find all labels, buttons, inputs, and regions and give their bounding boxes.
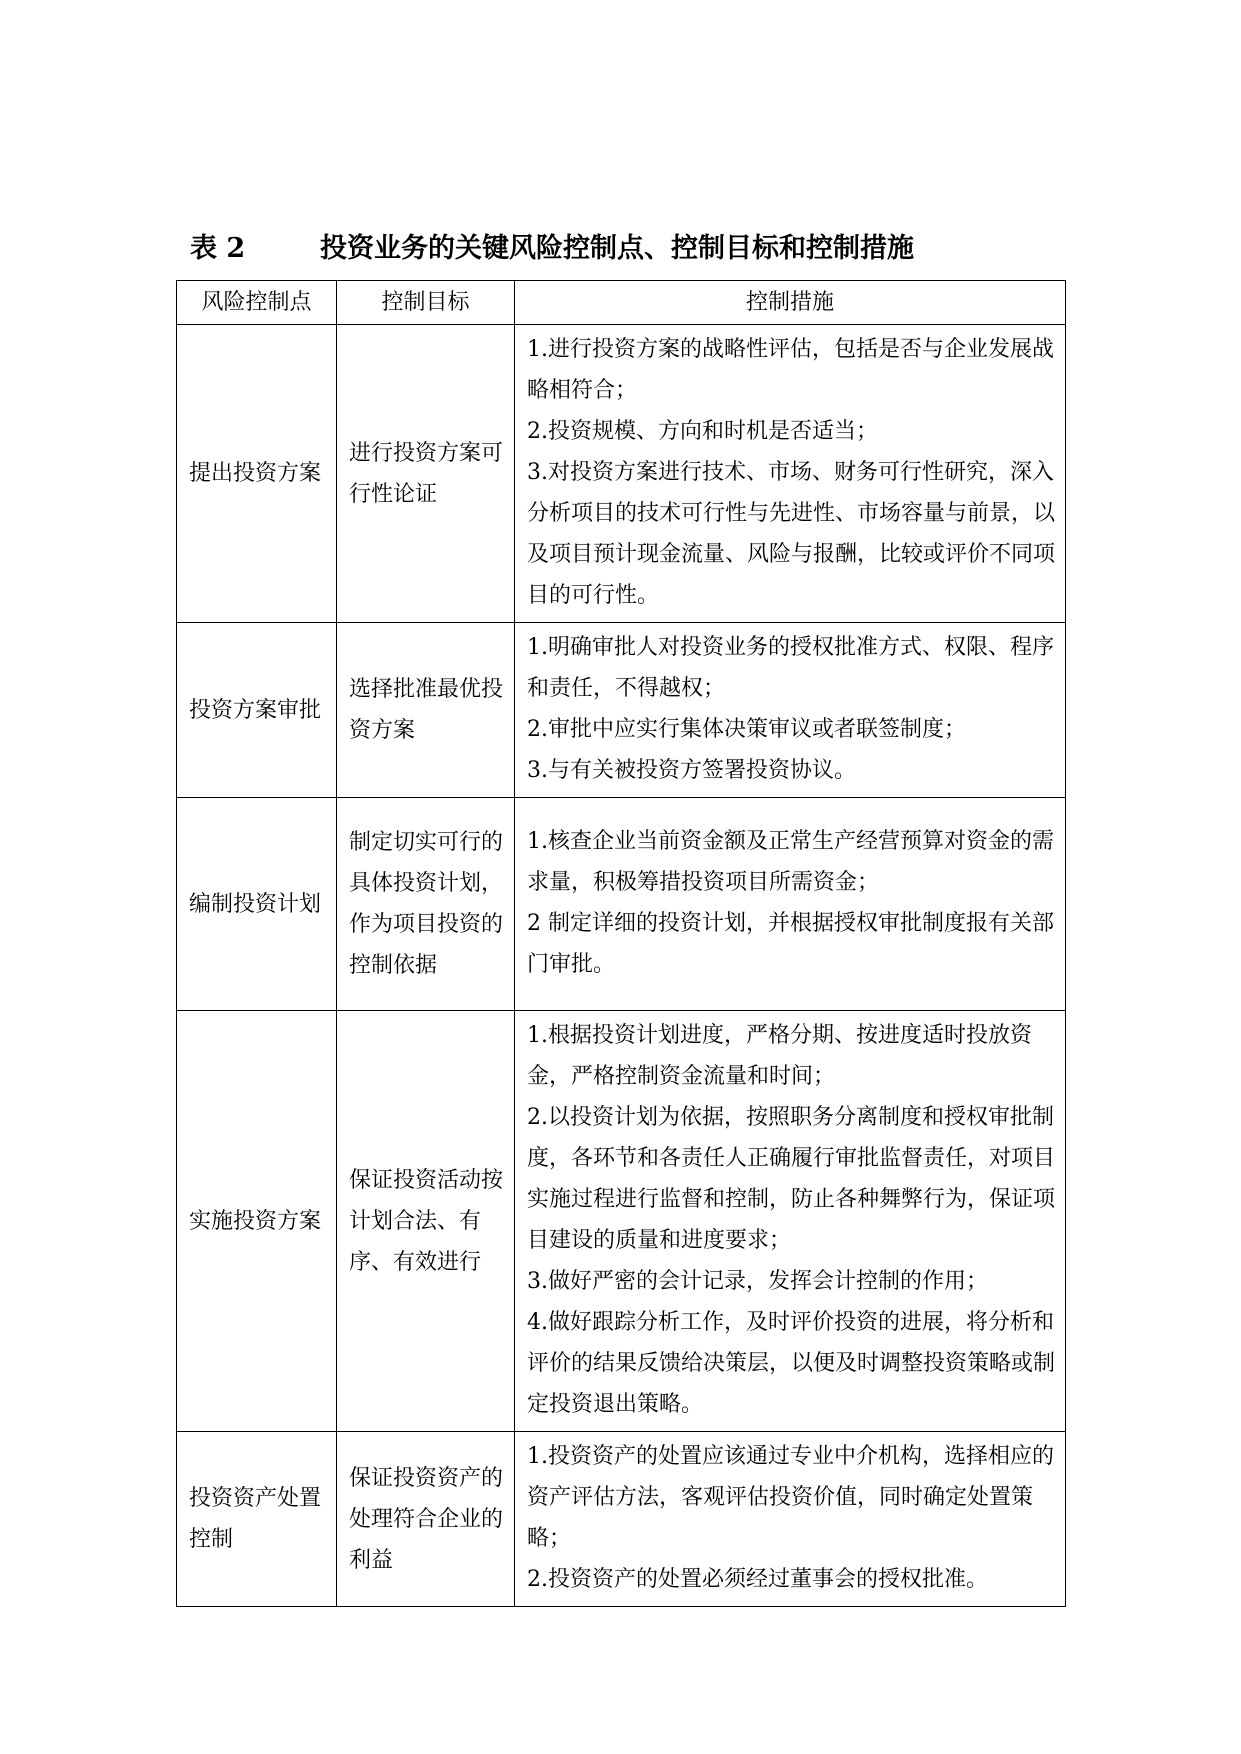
table-number: 表 2 [190, 233, 246, 264]
risk-point-cell: 投资方案审批 [177, 623, 337, 798]
table-row [177, 325, 1066, 623]
control-goal-cell: 保证投资资产的处理符合企业的利益 [337, 1432, 515, 1607]
risk-point-cell: 编制投资计划 [177, 798, 337, 1011]
control-measures-cell [515, 1432, 1066, 1607]
measure-item: 3.对投资方案进行技术、市场、财务可行性研究，深入分析项目的技术可行性与先进性、市场容量与前景，以及项目预计现金流量、风险与报酬，比较或评价不同项目的可行性。 [527, 460, 1056, 608]
table-row [177, 1432, 1066, 1607]
measure-item: 1.核查企业当前资金额及正常生产经营预算对资金的需求量，积极筹措投资项目所需资金； [527, 829, 1054, 895]
measure-item: 2.审批中应实行集体决策审议或者联签制度； [527, 717, 966, 742]
table-header-row [177, 281, 1066, 325]
measure-item: 2.投资资产的处置必须经过董事会的授权批准。 [527, 1567, 988, 1592]
risk-point-cell: 实施投资方案 [177, 1011, 337, 1432]
control-measures-cell [515, 1011, 1066, 1432]
table-row [177, 1011, 1066, 1432]
control-goal-cell: 进行投资方案可行性论证 [337, 325, 515, 623]
table-row [177, 623, 1066, 798]
measure-item: 2.以投资计划为依据，按照职务分离制度和授权审批制度，各环节和各责任人正确履行审批监督责任，对项目实施过程进行监督和控制，防止各种舞弊行为，保证项目建设的质量和进度要求； [527, 1105, 1056, 1253]
table-title: 投资业务的关键风险控制点、控制目标和控制措施 [320, 233, 914, 264]
risk-point-cell: 投资资产处置控制 [177, 1432, 337, 1607]
risk-point-cell: 提出投资方案 [177, 325, 337, 623]
measure-item: 1.投资资产的处置应该通过专业中介机构，选择相应的资产评估方法，客观评估投资价值，同时确定处置策略； [527, 1444, 1054, 1551]
control-measures-cell [515, 798, 1066, 1011]
measure-item: 2.投资规模、方向和时机是否适当； [527, 419, 878, 444]
measure-item: 1.根据投资计划进度，严格分期、按进度适时投放资金，严格控制资金流量和时间； [527, 1023, 1032, 1089]
control-measures-cell [515, 325, 1066, 623]
control-goal-cell: 选择批准最优投资方案 [337, 623, 515, 798]
table-row [177, 798, 1066, 1011]
measure-item: 3.做好严密的会计记录，发挥会计控制的作用； [527, 1269, 988, 1294]
measure-item: 2 制定详细的投资计划，并根据授权审批制度报有关部门审批。 [527, 911, 1054, 977]
measure-item: 1.进行投资方案的战略性评估，包括是否与企业发展战略相符合； [527, 337, 1054, 403]
risk-control-table [176, 280, 1066, 1607]
header-control-measures: 控制措施 [515, 281, 1066, 325]
control-goal-cell: 制定切实可行的具体投资计划，作为项目投资的控制依据 [337, 798, 515, 1011]
measure-item: 1.明确审批人对投资业务的授权批准方式、权限、程序和责任，不得越权； [527, 635, 1054, 701]
control-measures-cell [515, 623, 1066, 798]
header-risk-point: 风险控制点 [177, 281, 337, 325]
control-goal-cell: 保证投资活动按计划合法、有序、有效进行 [337, 1011, 515, 1432]
measure-item: 4.做好跟踪分析工作，及时评价投资的进展，将分析和评价的结果反馈给决策层，以便及时调整投资策略或制定投资退出策略。 [527, 1310, 1056, 1417]
measure-item: 3.与有关被投资方签署投资协议。 [527, 758, 856, 783]
header-control-goal: 控制目标 [337, 281, 515, 325]
table-caption [190, 226, 914, 265]
